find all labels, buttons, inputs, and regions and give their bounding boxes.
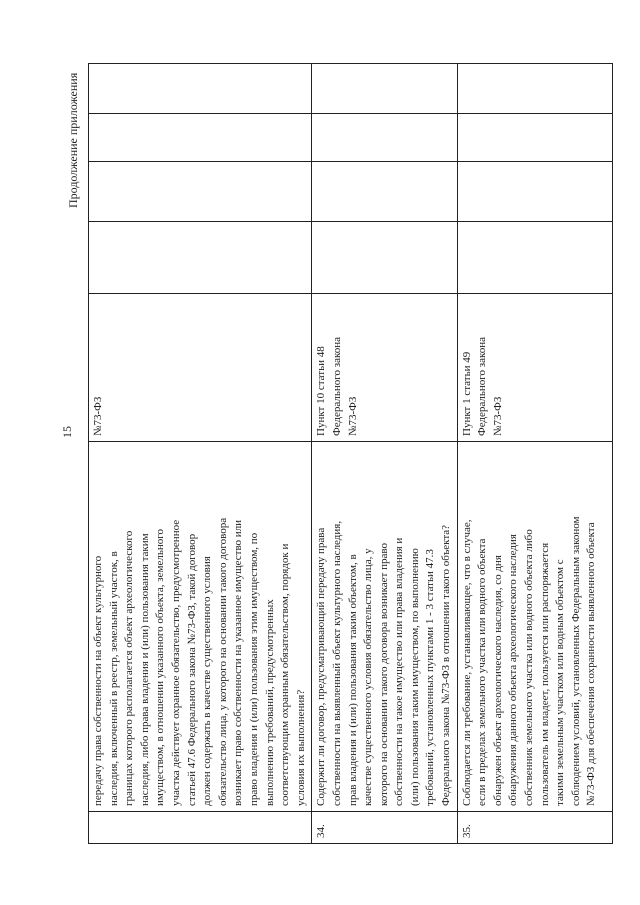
row-number: 35. bbox=[457, 812, 612, 844]
notes-cell bbox=[457, 64, 612, 114]
requirement-text: Содержит ли договор, предусматривающий передачу права собственности на выявленный объект культурного наследия, прав владения и (или) пользования таким объектом, в качестве существенного условия обязательство лица, у которого на основании такого договора возникает право собственности на такое имущество или права владения и (или) пользования таким имуществом, по выполнению требований, установленных пунктами 1 - 3 статьи 47.3 Федерального закона №73-ФЗ в отношении такого объекта? bbox=[312, 442, 457, 812]
answer-no-cell bbox=[457, 162, 612, 222]
notes-cell bbox=[312, 64, 457, 114]
page-number: 15 bbox=[60, 426, 74, 438]
notes-cell bbox=[89, 64, 312, 114]
requirement-text: передачу права собственности на объект культурного наследия, включенный в реестр, земельный участок, в границах которого располагается объект археологического наследия, либо права владения и (или) пользования таким имуществом, в отношении указанного объекта, земельного участка действует охранное обязательство, предусмотренное статьей 47.6 Федерального закона №73-ФЗ, такой договор должен содержать в качестве существенного условия обязательство лица, у которого на основании такого договора возникает право собственности на указанное имущество или право владения и (или) пользования этим имуществом, по выполнению требований, предусмотренных соответствующим охранным обязательством, порядок и условия их выполнения? bbox=[89, 442, 312, 812]
answer-yes-cell bbox=[312, 222, 457, 294]
rotated-table-frame bbox=[88, 64, 598, 844]
answer-yes-cell bbox=[457, 222, 612, 294]
table-row bbox=[312, 64, 457, 844]
checklist-table bbox=[88, 63, 613, 844]
table-row bbox=[89, 64, 312, 844]
requirement-text: Соблюдается ли требование, устанавливающее, что в случае, если в пределах земельного участка или водного объекта обнаружен объект археологического наследия, со дня обнаружения данного объекта археологического наследия собственник земельного участка или водного объекта либо пользователь им владеет, пользуется или распоряжается такими земельным участком или водным объектом с соблюдением условий, установленных Федеральным законом №73-ФЗ для обеспечения сохранности выявленного объекта bbox=[457, 442, 612, 812]
legal-reference: Пункт 1 статьи 49 Федерального закона №73-ФЗ bbox=[457, 294, 612, 442]
table-row bbox=[457, 64, 612, 844]
answer-no-cell bbox=[89, 162, 312, 222]
answer-na-cell bbox=[312, 114, 457, 162]
appendix-note-text: Продолжение приложения bbox=[66, 72, 80, 208]
answer-na-cell bbox=[89, 114, 312, 162]
legal-reference: №73-ФЗ bbox=[89, 294, 312, 442]
answer-yes-cell bbox=[89, 222, 312, 294]
answer-na-cell bbox=[457, 114, 612, 162]
answer-no-cell bbox=[312, 162, 457, 222]
row-number bbox=[89, 812, 312, 844]
legal-reference: Пункт 10 статьи 48 Федерального закона №73-ФЗ bbox=[312, 294, 457, 442]
row-number: 34. bbox=[312, 812, 457, 844]
